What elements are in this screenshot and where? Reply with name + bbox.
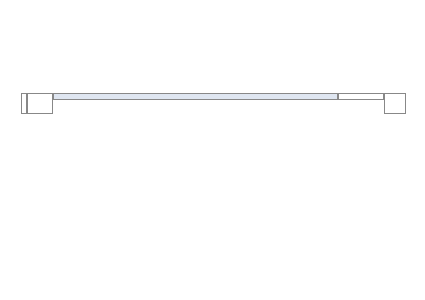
same-period-band <box>338 93 384 100</box>
visitor-table <box>21 93 406 282</box>
growth-header <box>384 93 406 114</box>
port-of-entry-band <box>53 93 338 100</box>
nationality-header <box>27 93 53 114</box>
